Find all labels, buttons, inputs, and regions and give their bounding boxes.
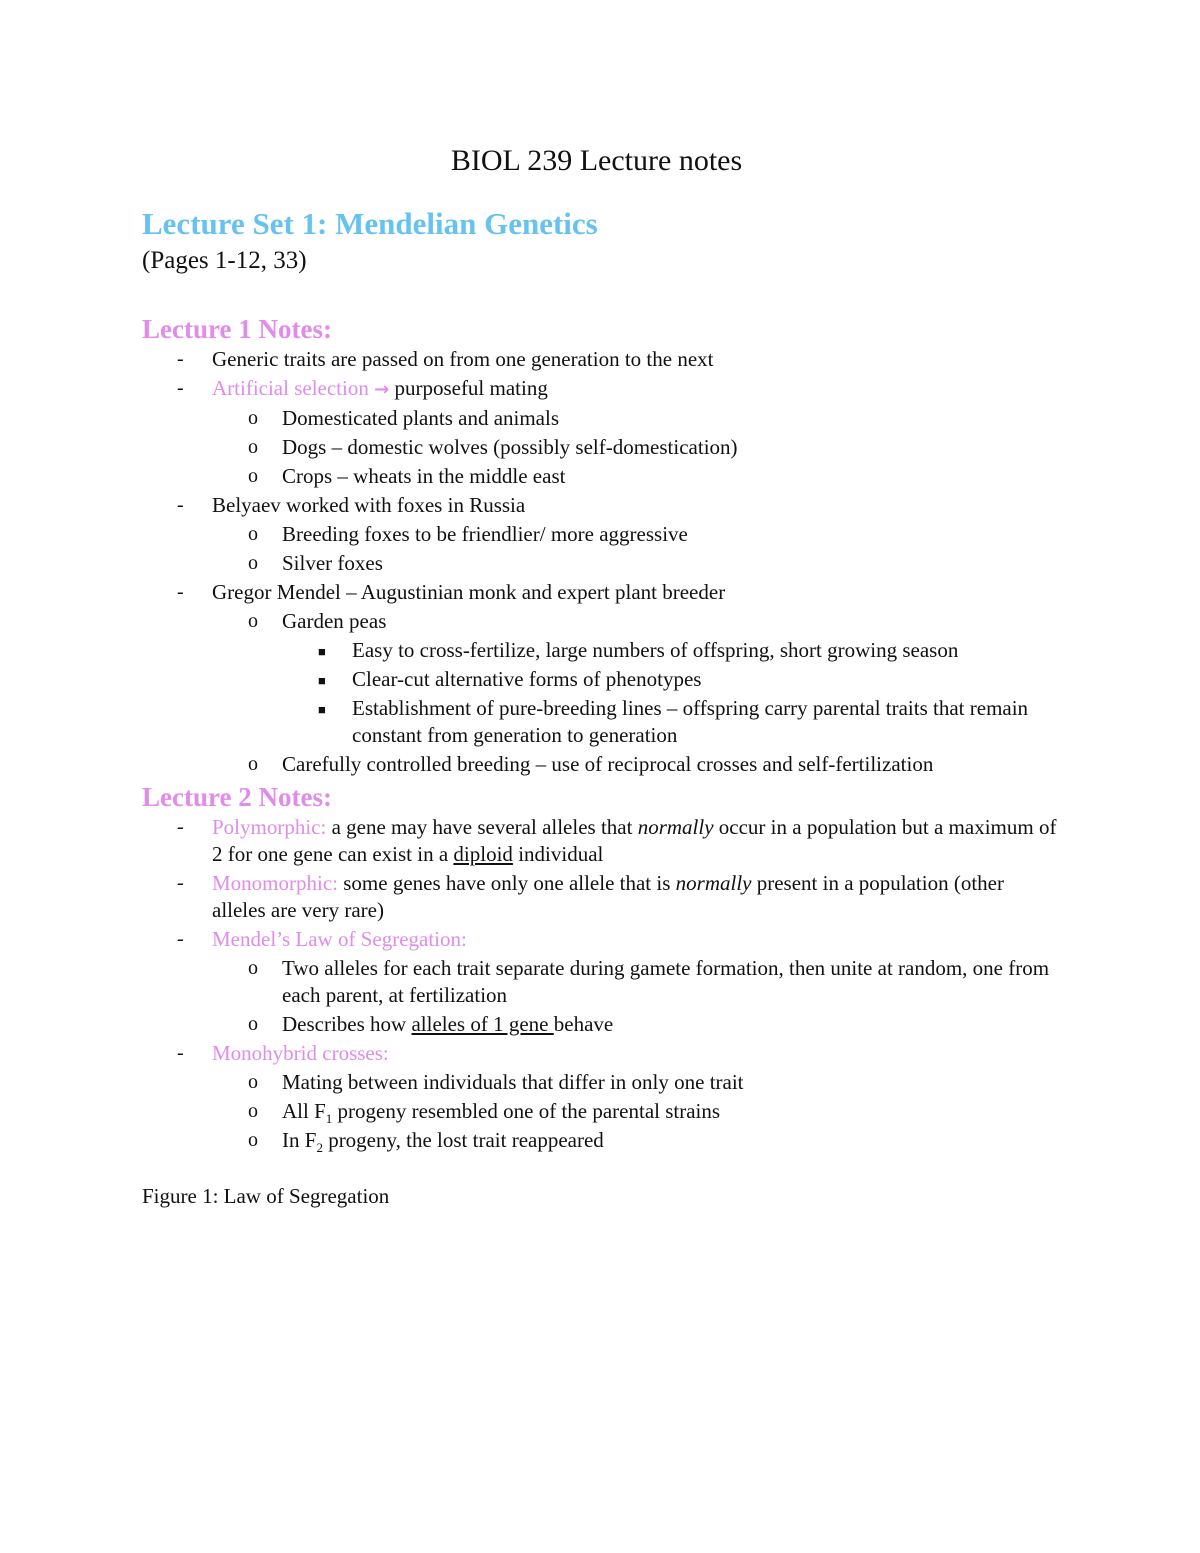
underlined-text: alleles of 1 gene (411, 1012, 554, 1036)
lecture-set-pages: (Pages 1-12, 33) (142, 247, 307, 274)
sub-list-item-text: Mating between individuals that differ in only one trait (282, 1070, 744, 1094)
sub-list (142, 1069, 1062, 1156)
figure-caption: Figure 1: Law of Segregation (142, 1184, 390, 1208)
circle-bullet: o (248, 753, 258, 775)
sub-list-item-text: Garden peas (282, 609, 387, 633)
sub-list (142, 955, 1062, 1040)
lecture-1-heading: Lecture 1 Notes: (142, 314, 332, 344)
circle-bullet: o (248, 552, 258, 574)
sub-list-item-text: Breeding foxes to be friendlier/ more aggressive (282, 522, 688, 546)
circle-bullet: o (248, 610, 258, 632)
sub-list-item (142, 1011, 1062, 1040)
sub-list-item (142, 1127, 1062, 1156)
circle-bullet: o (248, 1129, 258, 1151)
list-item (142, 579, 1062, 608)
square-bullet: ■ (318, 644, 326, 659)
sub-list-item-text: Describes how (282, 1012, 412, 1036)
lecture-2-list (142, 814, 1062, 1156)
list-item (142, 870, 1062, 926)
sub-list-item (142, 550, 1062, 579)
emphasis-text: normally (637, 815, 714, 839)
sub-list-item-text: Domesticated plants and animals (282, 406, 560, 430)
list-item (142, 814, 1062, 870)
sub-sub-list-item (142, 666, 1062, 695)
list-item (142, 926, 1062, 955)
document-body (142, 204, 1062, 1210)
sub-list-item (142, 1098, 1062, 1127)
square-bullet: ■ (318, 673, 326, 688)
list-item-text: occur in a population but a maximum of 2 for one gene can exist in a (212, 815, 1057, 866)
dash-bullet: - (177, 1042, 184, 1064)
circle-bullet: o (248, 436, 258, 458)
sub-sub-list-item-text: Establishment of pure-breeding lines – offspring carry parental traits that remain constant from generation to generation (352, 696, 1029, 747)
list-item (142, 346, 1062, 375)
list-item-text: individual (512, 842, 604, 866)
sub-list-item-text: Carefully controlled breeding – use of reciprocal crosses and self-fertilization (282, 752, 934, 776)
sub-sub-list (142, 637, 1062, 751)
sub-list-item (142, 751, 1062, 780)
sub-list-item-text: progeny, the lost trait reappeared (322, 1128, 604, 1152)
sub-list-item-text: progeny resembled one of the parental strains (332, 1099, 721, 1123)
dash-bullet: - (177, 494, 184, 516)
lecture-set-heading: Lecture Set 1: Mendelian Genetics (142, 206, 598, 241)
sub-list-item (142, 608, 1062, 637)
dash-bullet: - (177, 928, 184, 950)
dash-bullet: - (177, 377, 184, 399)
sub-list-item (142, 955, 1062, 1011)
term-polymorphic: Polymorphic: (212, 815, 327, 839)
circle-bullet: o (248, 1071, 258, 1093)
list-item-text: a gene may have several alleles that (326, 815, 638, 839)
list-item-group (142, 492, 1062, 579)
circle-bullet: o (248, 957, 258, 979)
sub-list-item-text: Dogs – domestic wolves (possibly self-domestication) (282, 435, 738, 459)
term-monomorphic: Monomorphic: (212, 871, 338, 895)
sub-list (142, 608, 1062, 780)
list-item-group (142, 375, 1062, 492)
list-item-text: Gregor Mendel – Augustinian monk and expert plant breeder (212, 580, 726, 604)
sub-list-item (142, 434, 1062, 463)
sub-list-item-group (142, 608, 1062, 751)
list-item-text: Generic traits are passed on from one generation to the next (212, 347, 714, 371)
sub-list-item (142, 521, 1062, 550)
term-monohybrid-crosses: Monohybrid crosses: (212, 1041, 389, 1065)
list-item-text: some genes have only one allele that is (338, 871, 676, 895)
list-item-group (142, 926, 1062, 1040)
dash-bullet: - (177, 348, 184, 370)
sub-sub-list-item-text: Easy to cross-fertilize, large numbers of offspring, short growing season (352, 638, 959, 662)
list-item-group (142, 579, 1062, 780)
list-item-group (142, 1040, 1062, 1156)
term-artificial-selection: Artificial selection (212, 376, 369, 400)
document-title: BIOL 239 Lecture notes (450, 144, 743, 177)
dash-bullet: - (177, 872, 184, 894)
sub-list-item-text: Two alleles for each trait separate during gamete formation, then unite at random, one from each parent, at fertilization (282, 956, 1050, 1007)
sub-list-item-text: Silver foxes (282, 551, 383, 575)
sub-list (142, 405, 1062, 492)
subscript: 2 (316, 1140, 323, 1156)
lecture-2-heading: Lecture 2 Notes: (142, 782, 332, 812)
sub-list-item-text: In F (282, 1128, 317, 1152)
dash-bullet: - (177, 581, 184, 603)
list-item (142, 1040, 1062, 1069)
circle-bullet: o (248, 465, 258, 487)
sub-list-item-text: Crops – wheats in the middle east (282, 464, 566, 488)
term-law-of-segregation: Mendel’s Law of Segregation: (212, 927, 467, 951)
list-item-text: Belyaev worked with foxes in Russia (212, 493, 526, 517)
sub-sub-list-item (142, 637, 1062, 666)
square-bullet: ■ (318, 702, 326, 717)
list-item-text: present in a population (other alleles are very rare) (212, 871, 1004, 922)
subscript: 1 (325, 1111, 333, 1127)
list-item (142, 492, 1062, 521)
sub-list-item-text: All F (282, 1099, 326, 1123)
sub-sub-list-item (142, 695, 1062, 751)
emphasis-text: normally (675, 871, 752, 895)
sub-list-item (142, 463, 1062, 492)
dash-bullet: - (177, 816, 184, 838)
lecture-1-list (142, 346, 1062, 780)
sub-list-item (142, 405, 1062, 434)
circle-bullet: o (248, 1013, 258, 1035)
sub-list (142, 521, 1062, 579)
circle-bullet: o (248, 523, 258, 545)
arrow-right-icon: → (374, 379, 390, 400)
list-item (142, 375, 1062, 405)
sub-list-item (142, 1069, 1062, 1098)
list-item-text: purposeful mating (389, 376, 548, 400)
circle-bullet: o (248, 407, 258, 429)
underlined-text: diploid (453, 842, 513, 866)
sub-sub-list-item-text: Clear-cut alternative forms of phenotypes (352, 667, 702, 691)
circle-bullet: o (248, 1100, 258, 1122)
sub-list-item-text: behave (553, 1012, 614, 1036)
